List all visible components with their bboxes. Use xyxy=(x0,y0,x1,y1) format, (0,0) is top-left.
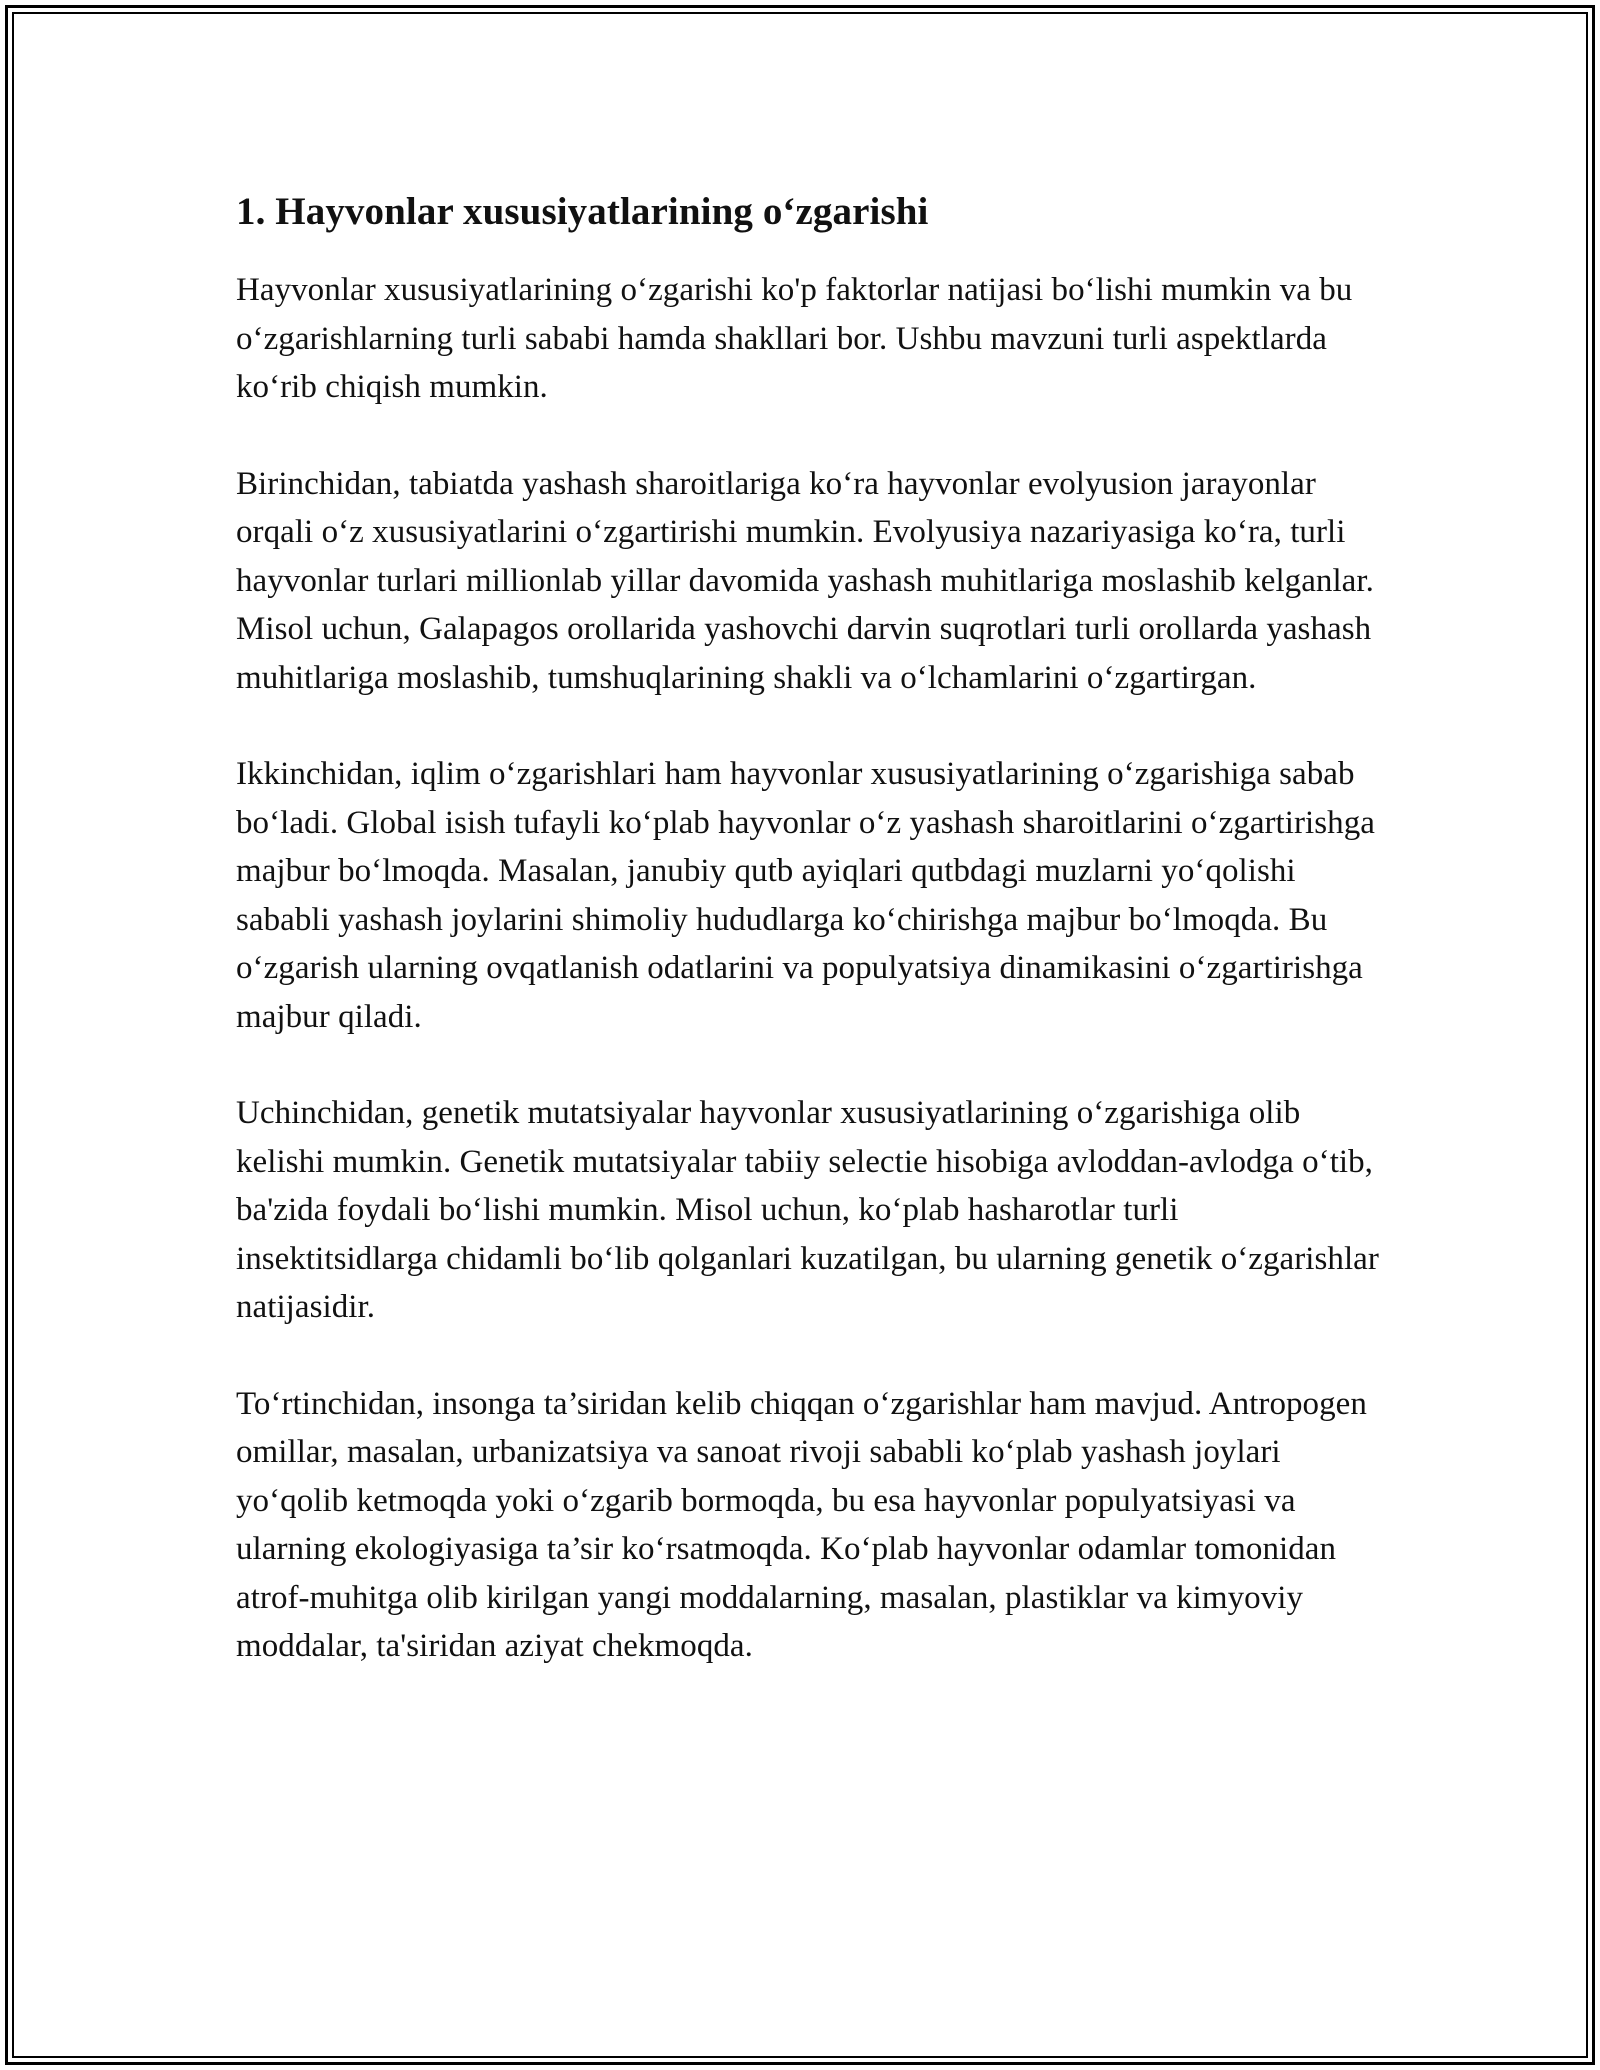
document-body xyxy=(236,186,1386,1719)
document-title: 1. Hayvonlar xususiyatlarining o‘zgarishi xyxy=(236,190,929,233)
paragraph-fourth: To‘rtinchidan, insonga ta’siridan kelib chiqqan o‘zgarishlar ham mavjud. Antropogen omillar, masalan, urbanizatsiya va sanoat rivoji sababli ko‘plab yashash joylari yo‘qolib ketmoqda yoki o‘zgarib bormoqda, bu esa hayvonlar populyatsiyasi va ularning ekologiyasiga ta’sir ko‘rsatmoqda. Ko‘plab hayvonlar odamlar tomonidan atrof-muhitga olib kirilgan yangi moddalarning, masalan, plastiklar va kimyoviy moddalar, ta'siridan aziyat chekmoqda. xyxy=(236,1385,1367,1664)
paragraph-intro: Hayvonlar xususiyatlarining o‘zgarishi ko'p faktorlar natijasi bo‘lishi mumkin va bu o‘zgarishlarning turli sababi hamda shakllari bor. Ushbu mavzuni turli aspektlarda ko‘rib chiqish mumkin. xyxy=(236,272,1353,405)
paragraph-third: Uchinchidan, genetik mutatsiyalar hayvonlar xususiyatlarining o‘zgarishiga olib kelishi mumkin. Genetik mutatsiyalar tabiiy selectie hisobiga avloddan-avlodga o‘tib, ba'zida foydali bo‘lishi mumkin. Misol uchun, ko‘plab hasharotlar turli insektitsidlarga chidamli bo‘lib qolganlari kuzatilgan, bu ularning genetik o‘zgarishlar natijasidir. xyxy=(236,1095,1379,1325)
paragraph-first: Birinchidan, tabiatda yashash sharoitlariga ko‘ra hayvonlar evolyusion jarayonlar orqali o‘z xususiyatlarini o‘zgartirishi mumkin. Evolyusiya nazariyasiga ko‘ra, turli hayvonlar turlari millionlab yillar davomida yashash muhitlariga moslashib kelganlar. Misol uchun, Galapagos orollarida yashovchi darvin suqrotlari turli orollarda yashash muhitlariga moslashib, tumshuqlarining shakli va o‘lchamlarini o‘zgartirgan. xyxy=(236,465,1374,696)
paragraph-second: Ikkinchidan, iqlim o‘zgarishlari ham hayvonlar xususiyatlarining o‘zgarishiga sabab bo‘ladi. Global isish tufayli ko‘plab hayvonlar o‘z yashash sharoitlarini o‘zgartirishga majbur bo‘lmoqda. Masalan, janubiy qutb ayiqlari qutbdagi muzlarni yo‘qolishi sababli yashash joylarini shimoliy hududlarga ko‘chirishga majbur bo‘lmoqda. Bu o‘zgarish ularning ovqatlanish odatlarini va populyatsiya dinamikasini o‘zgartirishga majbur qiladi. xyxy=(236,756,1375,1035)
